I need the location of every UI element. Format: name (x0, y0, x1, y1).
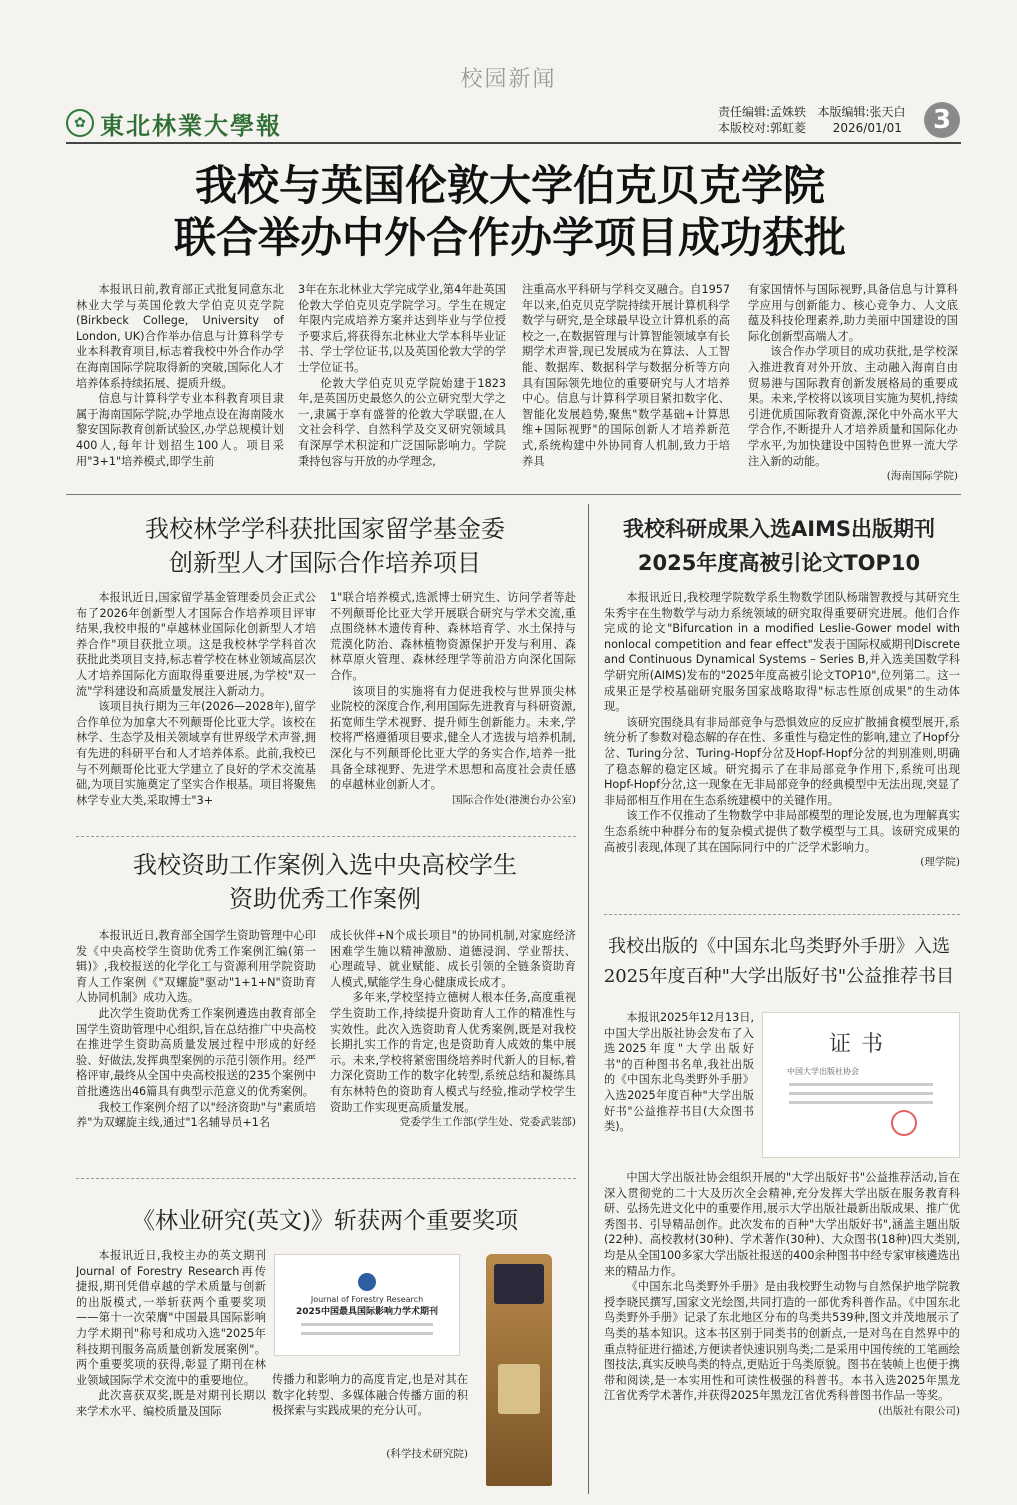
university-logo-icon: ✿ (66, 109, 94, 137)
aid-paragraph: 成长伙伴+N个成长项目"的协同机制,对家庭经济困难学生施以精神激励、道德浸润、学业帮扶、心理疏导、就业赋能、成长引领的全链条资助育人模式,赋能学生身心健康成长成才。 (330, 929, 576, 989)
masthead (66, 102, 282, 144)
trophy-label (498, 1364, 540, 1414)
forestry-byline: 国际合作处(港澳台办公室) (452, 793, 576, 806)
aid-paragraph: 多年来,学校坚持立德树人根本任务,高度重视学生资助工作,持续提升资助育人工作的精准性与实效性。此次入选资助育人优秀案例,既是对我校长期扎实工作的肯定,也是资助育人成效的集中展示。未来,学校将紧密围绕培养时代新人的目标,着力深化资助工作的数字化转型,系统总结和凝练具有东林特色的资助育人模式与经验,推动学校学生资助工作实现更高质量发展。 (330, 991, 576, 1114)
book-paragraph: 本报讯2025年12月13日,中国大学出版社协会发布了入选2025年度"大学出版好书"的百种图书名单,我社出版的《中国东北鸟类野外手册》入选2025年度百种"大学出版好书"公益推荐书目(大众图书类)。 (604, 1011, 754, 1134)
forestry-title-line1: 我校林学学科获批国家留学基金委 (145, 515, 505, 543)
page-number-badge: 3 (924, 102, 960, 138)
aims-title-line2: 2025年度高被引论文TOP10 (637, 551, 921, 575)
lead-column-4 (748, 282, 958, 484)
aid-paragraph: 此次学生资助优秀工作案例遴选由教育部全国学生资助管理中心组织,旨在总结推广中央高校在推进学生资助高质量发展过程中形成的好经验、好做法,发挥典型案例的示范引领作用。经严格评审,最终从全国中央高校报送的235个案例中首批遴选出46篇具有典型示范意义的优秀案例。 (76, 1006, 316, 1098)
lead-paragraph: 注重高水平科研与学科交叉融合。自1957年以来,伯克贝克学院持续开展计算机科学数学与研究,是全球最早设立计算机系的高校之一,在数据管理与计算智能领域享有长期学术声誉,现已发展成为在算法、人工智能、数据库、数据科学与数据分析等方向具有国际领先地位的重要研究与人才培养中心。信息与计算科学项目紧扣数字化、智能化发展趋势,聚焦"数学基础+计算思维+国际视野"的国际创新人才培养新范式,系统构建中外协同育人机制,致力于培养具 (522, 283, 730, 468)
plaque-text-line (301, 1332, 433, 1335)
forestry-column-2 (330, 590, 576, 826)
lead-paragraph: 有家国情怀与国际视野,具备信息与计算科学应用与创新能力、核心竞争力、人文底蕴及科技伦理素养,助力美丽中国建设的国际化创新型高端人才。 (748, 283, 958, 343)
lead-headline-line1: 我校与英国伦敦大学伯克贝克学院 (194, 161, 825, 210)
book-paragraph: 《中国东北鸟类野外手册》是由我校野生动物与自然保护地学院教授李晓民撰写,国家文光绘图,共同打造的一部优秀科普作品。《中国东北鸟类野外手册》记录了东北地区分布的鸟类共539种,图文并茂地展示了鸟类的基本知识。这本书区别于同类书的创新点,一是对鸟在自然界中的重点特征进行描述,方便读者快速识别鸟类;二是采用中国传统的工笔画绘图技法,真实反映鸟类的特点,更贴近于鸟类原貌。图书在装帧上也便于携带和阅读,是一本实用性和可读性极强的科普书。本书入选2025年黑龙江省优秀学术著作,并获得2025年黑龙江省优秀科普图书作品一等奖。 (604, 1280, 960, 1403)
divider (604, 914, 960, 915)
award-emblem-icon (358, 1273, 376, 1291)
editor-credits (718, 104, 906, 136)
divider (76, 1178, 576, 1179)
book-intro (604, 1010, 754, 1170)
book-certificate-image (762, 1012, 960, 1158)
lead-paragraph: 3年在东北林业大学完成学业,第4年赴英国伦敦大学伯克贝克学院学习。学生在规定年限内完成培养方案并达到毕业与学位授予要求后,将获得东北林业大学本科毕业证书、学士学位证书,以及英国伦敦大学的学士学位证书。 (298, 283, 506, 374)
divider (76, 836, 576, 837)
section-label: 校园新闻 (460, 67, 557, 92)
journal-column-2 (272, 1372, 468, 1442)
lead-column-2 (298, 282, 506, 484)
aid-column-2 (330, 928, 576, 1168)
journal-byline: (科学技术研究院) (386, 1448, 468, 1460)
issue-date: 2026/01/01 (832, 121, 902, 135)
trophy-panel (494, 1264, 544, 1304)
aims-paragraph: 本报讯近日,我校理学院数学系生物数学团队杨瑞智教授与其研究生朱秀宇在生物数学与动力系统领域的研究取得重要研究进展。他们合作完成的论文"Bifurcation in a modified Leslie-Gower model with nonlocal competition and fear effect"发表于国际权威期刊Discrete and Continuous Dynamical Systems – Series B,并入选美国数学科学研究所(AIMS)发布的"2025年度高被引论文TOP10",位列第二。这一成果正是学校基础研究服务国家战略取得"标志性原创成果"的生动体现。 (604, 591, 960, 714)
aims-byline: (理学院) (920, 856, 960, 869)
aims-paragraph: 该研究围绕具有非局部竞争与恐惧效应的反应扩散捕食模型展开,系统分析了参数对稳态解的存在性、多重性与稳定性的影响,建立了Hopf分岔、Turing分岔、Turing-Hopf分岔及Hopf-Hopf分岔的判别准则,明确了稳态解的稳定区域。研究揭示了在非局部竞争作用下,系统可出现Hopf-Hopf分岔,这一现象在无非局部竞争的经典模型中无法出现,突显了非局部相互作用在生态系统建模中的关键作用。 (604, 715, 960, 807)
certificate-org: 中国大学出版社协会 (787, 1067, 859, 1076)
plaque-journal-name: Journal of Forestry Research (310, 1295, 424, 1304)
book-title-line1: 我校出版的《中国东北鸟类野外手册》入选 (608, 936, 950, 957)
masthead-title: 東北林業大學報 (100, 110, 282, 140)
aid-byline: 党委学生工作部(学生处、党委武装部) (399, 1116, 576, 1129)
book-paragraph: 中国大学出版社协会组织开展的"大学出版好书"公益推荐活动,旨在深入贯彻党的二十大及历次全会精神,充分发挥大学出版在服务教育科研、弘扬先进文化中的重要作用,展示大学出版社最新出版成果、推广优秀图书、引导精品创作。此次发布的百种"大学出版好书",涵盖主题出版(22种)、高校教材(30种)、学术著作(30种)、大众图书(18种)四大类别,均是从全国100多家大学出版社报送的400余种图书中经专家审核遴选出来的精品力作。 (604, 1171, 960, 1278)
forestry-title-line2: 创新型人才国际合作培养项目 (169, 549, 481, 577)
plaque-text-line (301, 1323, 433, 1326)
forestry-column-1 (76, 590, 316, 826)
journal-paragraph: 此次喜获双奖,既是对期刊长期以来学术水平、编校质量及国际 (76, 1389, 266, 1418)
aid-title-line1: 我校资助工作案例入选中央高校学生 (133, 851, 517, 879)
aid-title-line2: 资助优秀工作案例 (229, 885, 421, 913)
masthead-rule (66, 142, 961, 144)
proofreader: 本版校对:郭虹菱 (718, 121, 807, 135)
lead-paragraph: 信息与计算科学专业本科教育项目隶属于海南国际学院,办学地点设在海南陵水黎安国际教育创新试验区,办学总规模计划400人,每年计划招生100人。项目采用"3+1"培养模式,即学生前 (76, 392, 284, 468)
lead-paragraph: 该合作办学项目的成功获批,是学校深入推进教育对外开放、主动融入海南自由贸易港与国际教育创新发展格局的重要成果。未来,学校将以该项目实施为契机,持续引进优质国际教育资源,深化中外高水平大学合作,不断提升人才培养质量和国际化办学水平,为加快建设中国特色世界一流大学注入新的动能。 (748, 345, 958, 468)
forestry-paragraph: 本报讯近日,国家留学基金管理委员会正式公布了2026年创新型人才国际合作培养项目评审结果,我校申报的"卓越林业国际化创新型人才培养合作"项目获批立项。这是我校林学学科首次获批此类项目支持,标志着学校在林业领域高层次人才培养国际化方面取得重要进展,为学校"双一流"学科建设和高质量发展注入新动力。 (76, 591, 316, 698)
forestry-paragraph: 该项目的实施将有力促进我校与世界顶尖林业院校的深度合作,利用国际先进教育与科研资源,拓宽师生学术视野、提升师生创新能力。未来,学校将严格遵循项目要求,健全人才选拔与培养机制,深化与不列颠哥伦比亚大学的务实合作,培养一批具备全球视野、先进学术思想和高度社会责任感的卓越林业创新人才。 (330, 684, 576, 792)
chief-editor: 责任编辑:孟姝轶 (718, 105, 807, 119)
certificate-text-line (789, 1101, 933, 1104)
journal-paragraph: 传播力和影响力的高度肯定,也是对其在数字化转型、多媒体融合传播方面的积极探索与实践成果的充分认可。 (272, 1373, 468, 1418)
lead-paragraph: 本报讯日前,教育部正式批复同意东北林业大学与英国伦敦大学伯克贝克学院(Birkbeck College, University of London, UK)合作举办信息与计算科学专业本科教育项目,标志着我校中外合作办学在海南国际学院取得新的突破,国际化人才培养体系持续拓展、提质升级。 (76, 283, 284, 390)
journal-column-1 (76, 1248, 266, 1494)
lead-column-1 (76, 282, 284, 484)
aid-paragraph: 我校工作案例介绍了以"经济资助"与"素质培养"为双螺旋主线,通过"1名辅导员+1名 (76, 1100, 316, 1130)
book-body (604, 1170, 960, 1490)
forestry-paragraph: 该项目执行期为三年(2026—2028年),留学合作单位为加拿大不列颠哥伦比亚大学。该校在林学、生态学及相关领域享有世界级学术声誉,拥有先进的科研平台和人才培养体系。此前,我校已与不列颠哥伦比亚大学建立了良好的学术交流基础,为项目实施奠定了坚实合作根基。项目将聚焦林学专业大类,采取博士"3+ (76, 700, 316, 807)
certificate-text-line (789, 1092, 933, 1095)
lead-byline: (海南国际学院) (886, 470, 958, 483)
plaque-award-name: 2025中国最具国际影响力学术期刊 (295, 1307, 439, 1317)
forestry-paragraph: 1"联合培养模式,选派博士研究生、访问学者等赴不列颠哥伦比亚大学开展联合研究与学术交流,重点围绕林木遗传育种、森林培育学、水土保持与荒漠化防治、森林植物资源保护开发与利用、森林草原火管理、森林经理学等前沿方向深化国际合作。 (330, 591, 576, 682)
certificate-seal-icon (891, 1110, 917, 1136)
journal-title: 《林业研究(英文)》斩获两个重要奖项 (132, 1208, 518, 1234)
divider (66, 494, 961, 495)
aims-title-line1: 我校科研成果入选AIMS出版期刊 (622, 517, 936, 541)
award-trophy-image (486, 1254, 552, 1486)
journal-paragraph: 本报讯近日,我校主办的英文期刊Journal of Forestry Research再传捷报,期刊凭借卓越的学术质量与创新的出版模式,一举斩获两个重要奖项——第十一次荣膺"中国最具国际影响力学术期刊"称号和成功入选"2025年科技期刊服务高质量创新发展案例"。两个重要奖项的获得,彰显了期刊在林业领域国际学术交流中的重要地位。 (76, 1249, 266, 1387)
aid-column-1 (76, 928, 316, 1168)
certificate-text-line (789, 1083, 933, 1086)
lead-column-3 (522, 282, 730, 484)
aims-body (604, 590, 960, 906)
journal-award-plaque-image (274, 1254, 460, 1356)
aid-paragraph: 本报讯近日,教育部全国学生资助管理中心印发《中央高校学生资助优秀工作案例汇编(第一辑)》,我校报送的化学化工与资源利用学院资助育人工作案例《"双螺旋"驱动"1+1+N"资助育人协同机制》成功入选。 (76, 929, 316, 1005)
certificate-title: 证书 (828, 1032, 893, 1057)
book-byline: (出版社有限公司) (878, 1404, 960, 1417)
aims-paragraph: 该工作不仅推动了生物数学中非局部模型的理论发展,也为理解真实生态系统中种群分布的复杂模式提供了数学模型与工具。该研究成果的高被引表现,体现了其在国际同行中的广泛学术影响力。 (604, 809, 960, 854)
page-editor: 本版编辑:张天白 (817, 105, 906, 119)
column-divider (588, 504, 589, 1494)
book-title-line2: 2025年度百种"大学出版好书"公益推荐书目 (603, 966, 955, 987)
lead-paragraph: 伦敦大学伯克贝克学院始建于1823年,是英国历史最悠久的公立研究型大学之一,隶属于享有盛誉的伦敦大学联盟,在人文社会科学、自然科学及交叉研究领域具有深厚学术积淀和广泛国际影响力。学院秉持包容与开放的办学理念, (298, 376, 506, 468)
lead-headline-line2: 联合举办中外合作办学项目成功获批 (173, 213, 846, 262)
